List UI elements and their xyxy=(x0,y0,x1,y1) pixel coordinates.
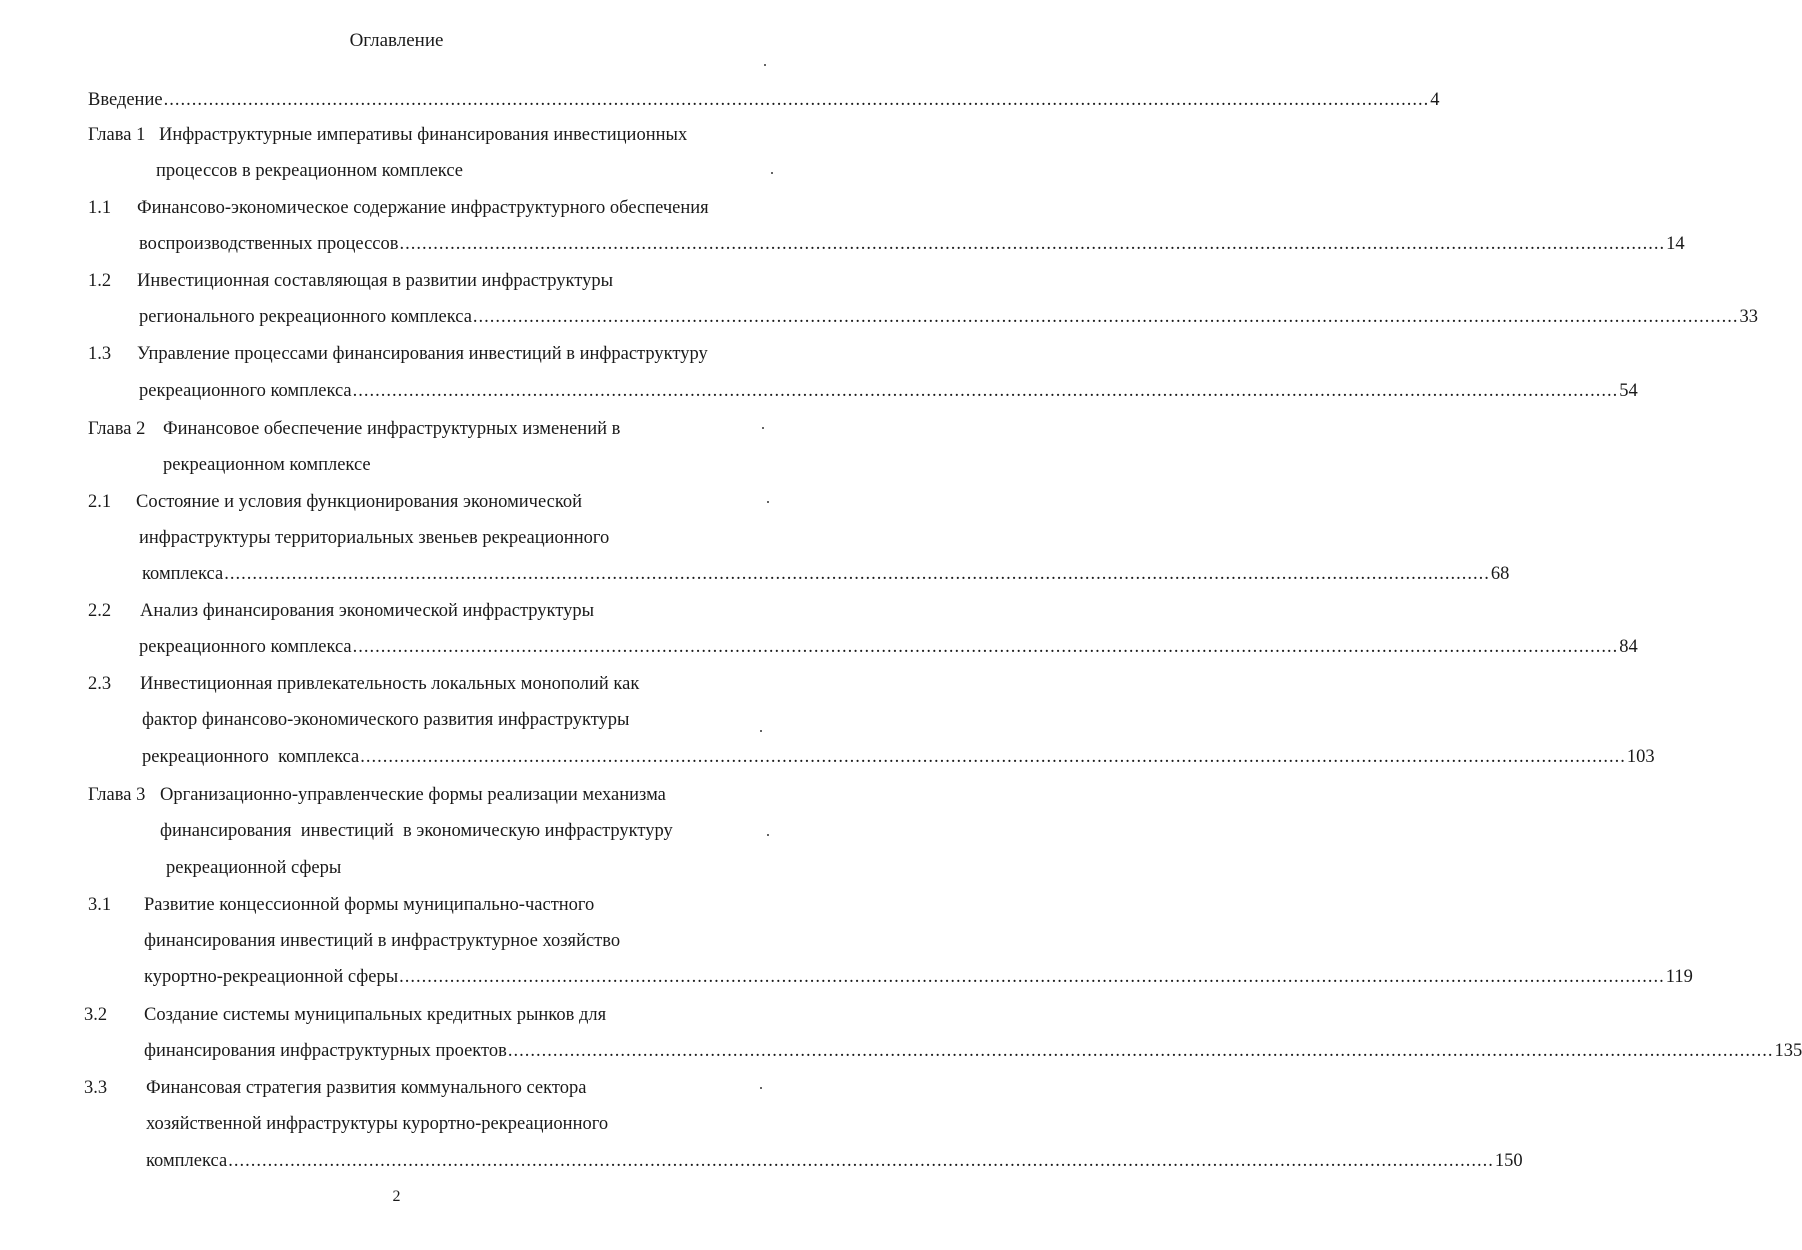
section-title-line: фактор финансово-экономического развития инфраструктуры xyxy=(142,710,630,730)
toc-page-number: 33 xyxy=(1739,307,1759,327)
chapter-title-line: Инфраструктурные императивы финансирования инвестиционных xyxy=(159,125,688,145)
toc-page-number: 150 xyxy=(1494,1151,1523,1171)
section-title-line: Развитие концессионной формы муниципально-частного xyxy=(144,895,595,915)
section-title-line: финансирования инвестиций в инфраструктурное хозяйство xyxy=(144,931,621,951)
scan-speck xyxy=(760,730,762,732)
dot-leader: ................................................................................................................................................................................................................................. xyxy=(352,637,1619,657)
section-title-line: курортно-рекреационной сферы xyxy=(144,967,399,987)
toc-entry-intro[interactable] xyxy=(88,87,1440,113)
scan-speck xyxy=(762,427,764,429)
dot-leader: ................................................................................................................................................................................................................................. xyxy=(360,747,1626,767)
section-number: 1.3 xyxy=(88,344,112,364)
dot-leader: ................................................................................................................................................................................................................................. xyxy=(472,307,1739,327)
section-title-line: рекреационного комплекса xyxy=(139,381,352,401)
chapter-number: Глава 3 xyxy=(88,785,146,805)
section-title-line: хозяйственной инфраструктуры курортно-рекреационного xyxy=(146,1114,609,1134)
toc-page-number: 4 xyxy=(1430,90,1440,110)
scan-speck xyxy=(764,64,766,66)
toc-entry-1-3[interactable] xyxy=(139,378,1638,404)
dot-leader: ................................................................................................................................................................................................................................. xyxy=(507,1041,1774,1061)
section-title-line: Инвестиционная составляющая в развитии инфраструктуры xyxy=(137,271,614,291)
toc-entry-2-1[interactable] xyxy=(142,561,1510,587)
section-title-line: Анализ финансирования экономической инфраструктуры xyxy=(140,601,595,621)
chapter-title-line: рекреационном комплексе xyxy=(163,455,371,475)
toc-page-number: 54 xyxy=(1619,381,1638,401)
dot-leader: ................................................................................................................................................................................................................................. xyxy=(352,381,1619,401)
section-title-line: рекреационного комплекса xyxy=(139,637,352,657)
section-title-line: инфраструктуры территориальных звеньев рекреационного xyxy=(139,528,610,548)
page-title: Оглавление xyxy=(349,30,444,51)
section-number: 3.2 xyxy=(84,1005,108,1025)
section-number: 3.1 xyxy=(88,895,112,915)
section-number: 2.2 xyxy=(88,601,112,621)
section-title-line: Состояние и условия функционирования экономической xyxy=(136,492,583,512)
page-number: 2 xyxy=(392,1188,401,1205)
section-title-line: Финансовая стратегия развития коммунального сектора xyxy=(146,1078,587,1098)
chapter-title-line: финансирования инвестиций в экономическую инфраструктуру xyxy=(160,821,673,841)
section-number: 1.2 xyxy=(88,271,112,291)
dot-leader: ................................................................................................................................................................................................................................. xyxy=(399,234,1666,254)
scan-speck xyxy=(771,172,773,174)
section-title-line: Инвестиционная привлекательность локальных монополий как xyxy=(140,674,640,694)
section-number: 2.3 xyxy=(88,674,112,694)
toc-page-number: 119 xyxy=(1665,967,1693,987)
toc-entry-label: Введение xyxy=(88,90,163,110)
dot-leader: ................................................................................................................................................................................................................................. xyxy=(228,1151,1494,1171)
dot-leader: ................................................................................................................................................................................................................................. xyxy=(399,967,1665,987)
toc-entry-3-3[interactable] xyxy=(146,1148,1523,1174)
toc-page-number: 14 xyxy=(1666,234,1685,254)
section-title-line: воспроизводственных процессов xyxy=(139,234,399,254)
chapter-title-line: Организационно-управленческие формы реализации механизма xyxy=(160,785,666,805)
scan-speck xyxy=(767,501,769,503)
toc-page-number: 135 xyxy=(1774,1041,1802,1061)
section-title-line: комплекса xyxy=(142,564,224,584)
toc-entry-1-1[interactable] xyxy=(139,231,1685,257)
section-number: 2.1 xyxy=(88,492,112,512)
toc-entry-2-2[interactable] xyxy=(139,634,1638,660)
section-number: 3.3 xyxy=(84,1078,108,1098)
toc-entry-1-2[interactable] xyxy=(139,304,1759,330)
chapter-number: Глава 2 xyxy=(88,419,146,439)
dot-leader: ................................................................................................................................................................................................................................. xyxy=(163,90,1430,110)
scan-speck xyxy=(760,1087,762,1089)
section-number: 1.1 xyxy=(88,198,112,218)
scan-speck xyxy=(767,834,769,836)
section-title-line: комплекса xyxy=(146,1151,228,1171)
dot-leader: ................................................................................................................................................................................................................................. xyxy=(224,564,1490,584)
chapter-title-line: рекреационной сферы xyxy=(166,858,342,878)
section-title-line: Финансово-экономическое содержание инфраструктурного обеспечения xyxy=(137,198,709,218)
section-title-line: Управление процессами финансирования инвестиций в инфраструктуру xyxy=(137,344,708,364)
section-title-line: Создание системы муниципальных кредитных рынков для xyxy=(144,1005,607,1025)
toc-entry-3-2[interactable] xyxy=(144,1038,1802,1064)
section-title-line: регионального рекреационного комплекса xyxy=(139,307,472,327)
chapter-title-line: Финансовое обеспечение инфраструктурных изменений в xyxy=(163,419,621,439)
section-title-line: финансирования инфраструктурных проектов xyxy=(144,1041,507,1061)
toc-page-number: 68 xyxy=(1490,564,1510,584)
toc-page-number: 103 xyxy=(1626,747,1655,767)
toc-entry-2-3[interactable] xyxy=(142,744,1655,770)
toc-entry-3-1[interactable] xyxy=(144,964,1693,990)
chapter-number: Глава 1 xyxy=(88,125,146,145)
section-title-line: рекреационного комплекса xyxy=(142,747,360,767)
toc-page-number: 84 xyxy=(1619,637,1638,657)
chapter-title-line: процессов в рекреационном комплексе xyxy=(156,161,463,181)
